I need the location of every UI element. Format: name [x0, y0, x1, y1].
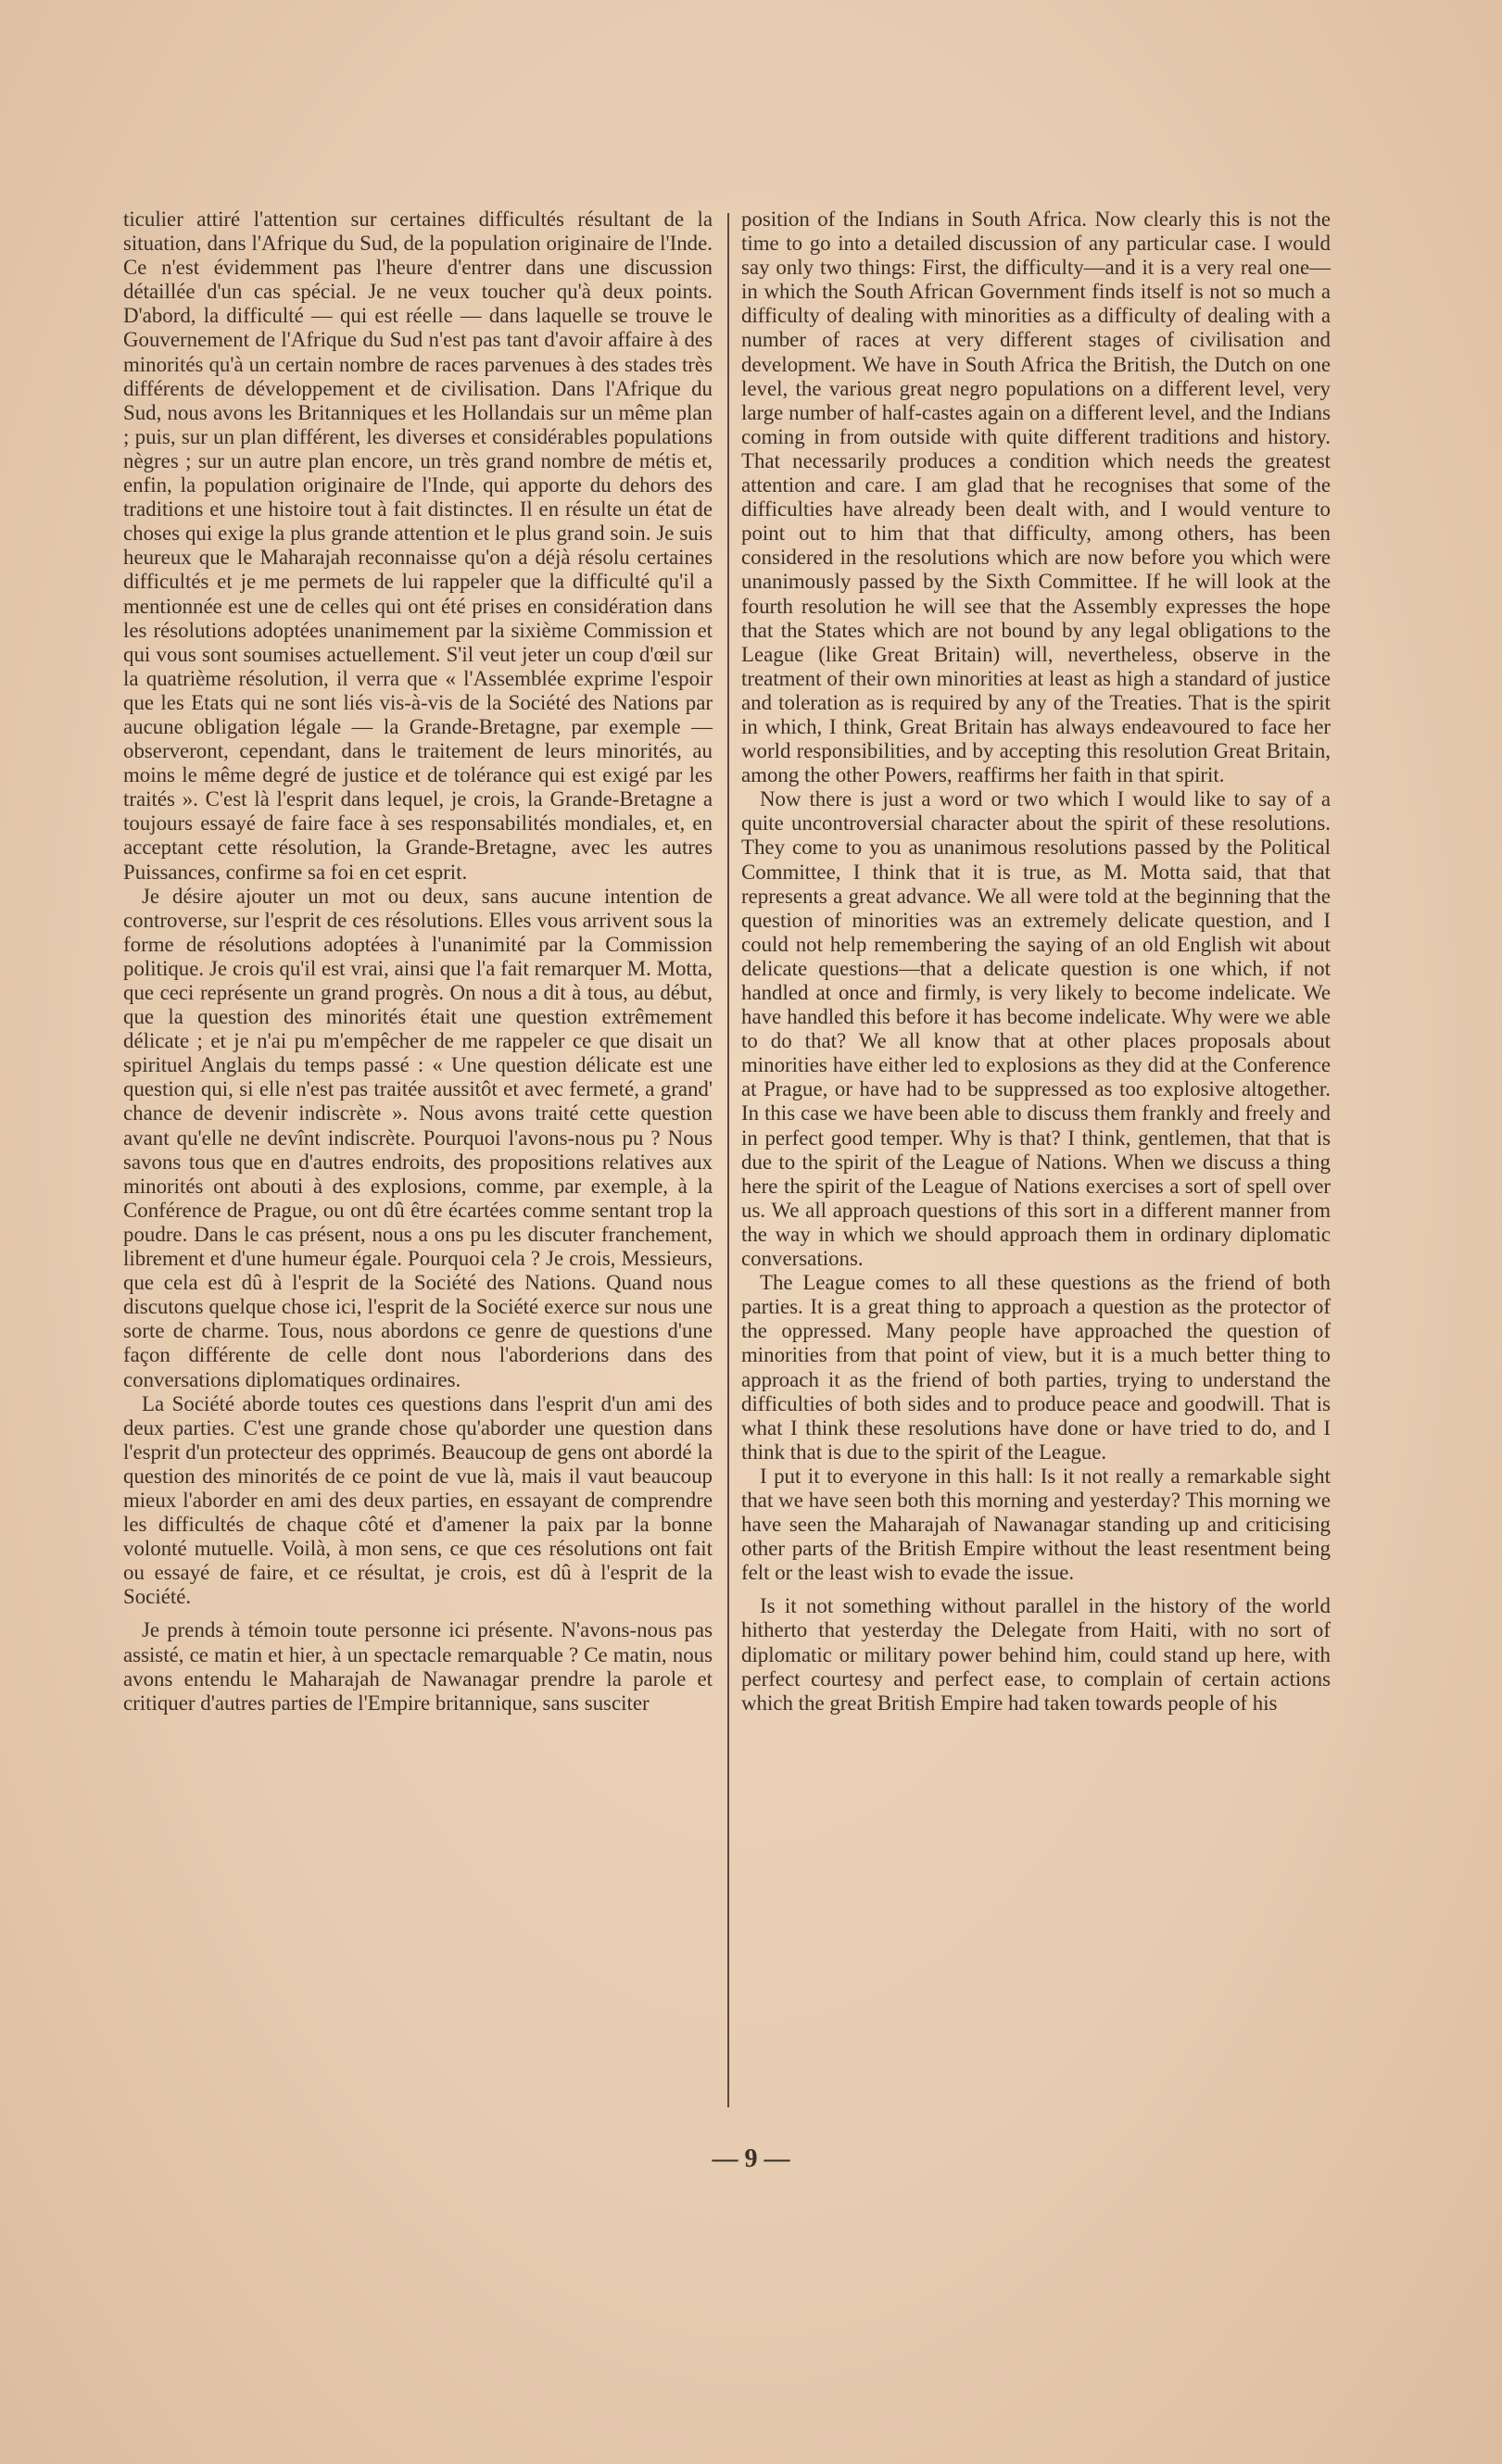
french-paragraph-1: ticulier attiré l'attention sur certaines difficultés résultant de la situation, dans l'Afrique du Sud, de la population originaire de l'Inde. Ce n'est évidemment pas l'heure d'entrer dans une discussion détaillée d'un cas spécial. Je ne veux toucher qu'à deux points. D'abord, la difficulté — qui est réelle — dans laquelle se trouve le Gouvernement de l'Afrique du Sud n'est pas tant d'avoir affaire à des minorités qu'à un certain nombre de races parvenues à des stades très différents de développement et de civilisation. Dans l'Afrique du Sud, nous avons les Britanniques et les Hollandais sur un même plan ; puis, sur un plan différent, les diverses et considérables populations nègres ; sur un autre plan encore, un très grand nombre de métis et, enfin, la population originaire de l'Inde, qui apporte du dehors des traditions et une histoire tout à fait distinctes. Il en résulte un état de choses qui exige la plus grande attention et le plus grand soin. Je suis heureux que le Maharajah reconnaisse qu'on a déjà résolu certaines difficultés et je me permets de lui rappeler que la difficulté qu'il a mentionnée est une de celles qui ont été prises en considération dans les résolutions adoptées unanimement par la sixième Commission et qui vous sont soumises actuellement. S'il veut jeter un coup d'œil sur la quatrième résolution, il verra que « l'Assemblée exprime l'espoir que les Etats qui ne sont liés vis-à-vis de la Société des Nations par aucune obligation légale — la Grande-Bretagne, par exemple — observeront, cependant, dans le traitement de leurs minorités, au moins le même degré de justice et de tolérance qui est exigé par les traités ». C'est là l'esprit dans lequel, je crois, la Grande-Bretagne a toujours essayé de faire face à ses responsabilités mondiales, et, en acceptant cette résolution, la Grande-Bretagne, avec les autres Puissances, confirme sa foi en cet esprit.	[123, 207, 713, 884]
column-divider	[727, 213, 729, 2107]
french-paragraph-3: La Société aborde toutes ces questions dans l'esprit d'un ami des deux parties. C'est une grande chose qu'aborder une question dans l'esprit d'un protecteur des opprimés. Beaucoup de gens ont abordé la question des minorités de ce point de vue là, mais il vaut beaucoup mieux l'aborder en ami des deux parties, en essayant de comprendre les difficultés de chaque côté et d'amener la paix par la bonne volonté mutuelle. Voilà, à mon sens, ce que ces résolutions ont fait ou essayé de faire, et ce résultat, je crois, est dû à l'esprit de la Société.	[123, 1391, 713, 1609]
french-paragraph-4: Je prends à témoin toute personne ici présente. N'avons-nous pas assisté, ce matin et hier, à un spectacle remarquable ? Ce matin, nous avons entendu le Maharajah de Nawanagar prendre la parole et critiquer d'autres parties de l'Empire britannique, sans susciter	[123, 1618, 713, 1715]
english-paragraph-1: position of the Indians in South Africa. Now clearly this is not the time to go into a detailed discussion of any particular case. I would say only two things: First, the difficulty—and it is a very real one—in which the South African Government finds itself is not so much a difficulty of dealing with minorities as a difficulty of dealing with a number of races at very different stages of civilisation and development. We have in South Africa the British, the Dutch on one level, the various great negro populations on a different level, very large number of half-castes again on a different level, and the Indians coming in from outside with quite different traditions and history. That necessarily produces a condition which needs the greatest attention and care. I am glad that he recognises that some of the difficulties have already been dealt with, and I would venture to point out to him that that difficulty, among others, has been considered in the resolutions which are now before you which were unanimously passed by the Sixth Committee. If he will look at the fourth resolution he will see that the Assembly expresses the hope that the States which are not bound by any legal obligations to the League (like Great Britain) will, nevertheless, observe in the treatment of their own minorities at least as high a standard of justice and toleration as is required by any of the Treaties. That is the spirit in which, I think, Great Britain has always endeavoured to face her world responsibilities, and by accepting this resolution Great Britain, among the other Powers, reaffirms her faith in that spirit.	[741, 207, 1331, 787]
english-paragraph-2: Now there is just a word or two which I would like to say of a quite uncontroversial character about the spirit of these resolutions. They come to you as unanimous resolutions passed by the Political Committee, I think that it is true, as M. Motta said, that that represents a great advance. We all were told at the beginning that the question of minorities was an extremely delicate question, and I could not help remembering the saying of an old English wit about delicate questions—that a delicate question is one which, if not handled at once and firmly, is very likely to become indelicate. We have handled this before it has become indelicate. Why were we able to do that? We all know that at other places proposals about minorities have either led to explosions as they did at the Conference at Prague, or have had to be suppressed as too explosive altogether. In this case we have been able to discuss them frankly and freely and in perfect good temper. Why is that? I think, gentlemen, that that is due to the spirit of the League of Nations. When we discuss a thing here the spirit of the League of Nations exercises a sort of spell over us. We all approach questions of this sort in a different manner from the way in which we should approach them in ordinary diplomatic conversations.	[741, 787, 1331, 1271]
english-paragraph-4: I put it to everyone in this hall: Is it not really a remarkable sight that we have seen both this morning and yesterday? This morning we have seen the Maharajah of Nawanagar standing up and criticising other parts of the British Empire without the least resentment being felt or the least wish to evade the issue.	[741, 1464, 1331, 1585]
english-paragraph-3: The League comes to all these questions as the friend of both parties. It is a great thing to approach a question as the protector of the oppressed. Many people have approached the question of minorities from that point of view, but it is a much better thing to approach it as the friend of both parties, trying to understand the difficulties of both sides and to produce peace and goodwill. That is what I think these resolutions have done or have tried to do, and I think that is due to the spirit of the League.	[741, 1271, 1331, 1464]
english-paragraph-5: Is it not something without parallel in the history of the world hitherto that yesterday the Delegate from Haiti, with no sort of diplomatic or military power behind him, could stand up here, with perfect courtesy and perfect ease, to complain of certain actions which the great British Empire had taken towards people of his	[741, 1594, 1331, 1715]
french-column	[123, 207, 713, 1716]
french-paragraph-2: Je désire ajouter un mot ou deux, sans aucune intention de controverse, sur l'esprit de ces résolutions. Elles vous arrivent sous la forme de résolutions adoptées à l'unanimité par la Commission politique. Je crois qu'il est vrai, ainsi que l'a fait remarquer M. Motta, que ceci représente un grand progrès. On nous a dit à tous, au début, que la question des minorités était une question extrêmement délicate ; et je n'ai pu m'empêcher de me rappeler ce que disait un spirituel Anglais du temps passé : « Une question délicate est une question qui, si elle n'est pas traitée aussitôt et avec fermeté, a grand' chance de devenir indiscrète ». Nous avons traité cette question avant qu'elle ne devînt indiscrète. Pourquoi l'avons-nous pu ? Nous savons tous que en d'autres endroits, des propositions relatives aux minorités ont abouti à des explosions, comme, par exemple, à la Conférence de Prague, ou ont dû être écartées comme sentant trop la poudre. Dans le cas présent, nous a ons pu les discuter franchement, librement et d'une humeur égale. Pourquoi cela ? Je crois, Messieurs, que cela est dû à l'esprit de la Société des Nations. Quand nous discutons quelque chose ici, l'esprit de la Société exerce sur nous une sorte de charme. Tous, nous abordons ce genre de questions d'une façon différente de celle dont nous l'aborderions dans des conversations diplomatiques ordinaires.	[123, 884, 713, 1391]
page-number: — 9 —	[712, 2144, 790, 2173]
english-column	[741, 207, 1331, 1716]
